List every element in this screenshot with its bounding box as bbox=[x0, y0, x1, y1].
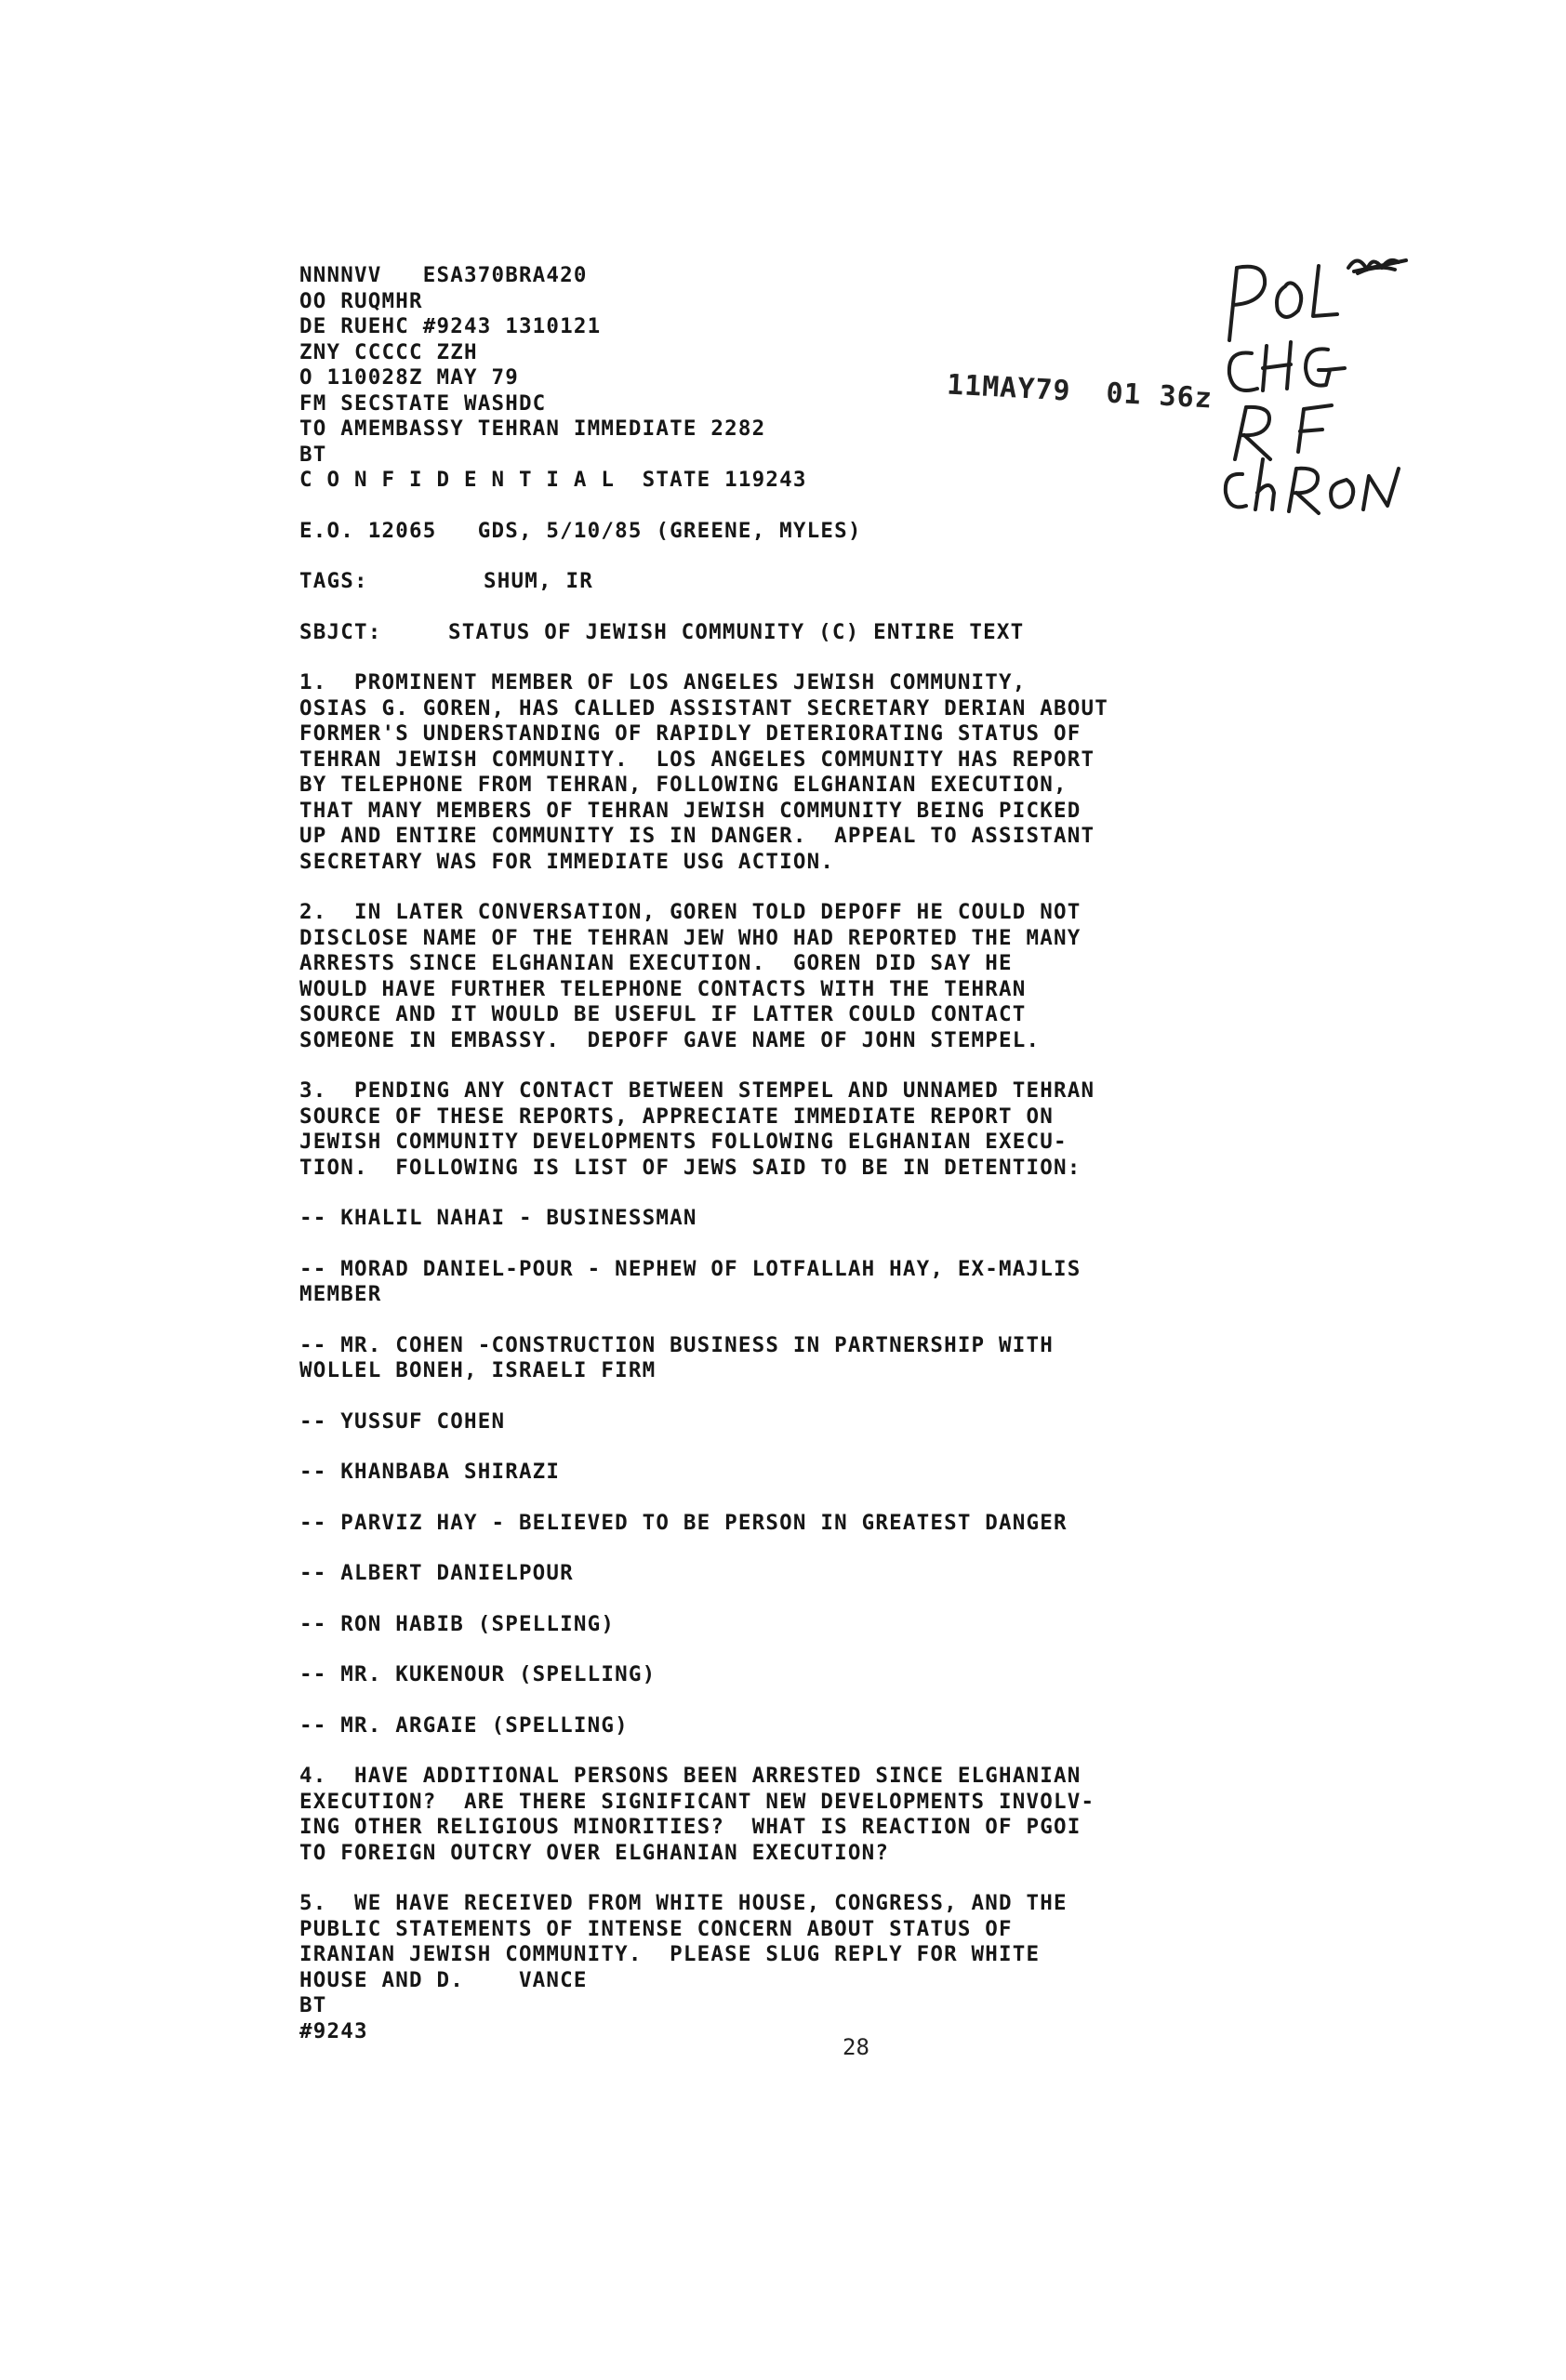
detainee-item bbox=[299, 1409, 1248, 1435]
paragraph-line: SOURCE AND IT WOULD BE USEFUL IF LATTER COULD CONTACT bbox=[299, 1002, 1027, 1026]
paragraph-line: IRANIAN JEWISH COMMUNITY. PLEASE SLUG REPLY FOR WHITE bbox=[299, 1942, 1041, 1966]
header-line: NNNNVV ESA370BRA420 bbox=[299, 263, 588, 287]
paragraph-line: 2. IN LATER CONVERSATION, GOREN TOLD DEPOFF HE COULD NOT bbox=[299, 900, 1082, 924]
detainee-line: -- YUSSUF COHEN bbox=[299, 1408, 506, 1434]
telegram-body bbox=[299, 263, 1248, 2044]
paragraph-line: BY TELEPHONE FROM TEHRAN, FOLLOWING ELGHANIAN EXECUTION, bbox=[299, 773, 1068, 797]
message-number: #9243 bbox=[299, 2018, 368, 2043]
paragraph-line: DISCLOSE NAME OF THE TEHRAN JEW WHO HAD REPORTED THE MANY bbox=[299, 925, 1082, 950]
subject-line bbox=[299, 620, 1248, 646]
subject-value: STATUS OF JEWISH COMMUNITY (C) ENTIRE TEXT bbox=[448, 619, 1025, 644]
tags-line bbox=[299, 569, 1248, 595]
page-number: 28 bbox=[843, 2034, 869, 2060]
detainee-item bbox=[299, 1511, 1248, 1537]
paragraph-line: ING OTHER RELIGIOUS MINORITIES? WHAT IS REACTION OF PGOI bbox=[299, 1815, 1082, 1839]
end-break-marker: BT bbox=[299, 1993, 327, 2017]
detainee-line: MEMBER bbox=[299, 1282, 382, 1306]
paragraph-line: FORMER'S UNDERSTANDING OF RAPIDLY DETERIORATING STATUS OF bbox=[299, 721, 1082, 746]
paragraph-line: TION. FOLLOWING IS LIST OF JEWS SAID TO BE IN DETENTION: bbox=[299, 1155, 1082, 1180]
executive-order-line: E.O. 12065 GDS, 5/10/85 (GREENE, MYLES) bbox=[299, 518, 862, 543]
detainee-line: -- KHALIL NAHAI - BUSINESSMAN bbox=[299, 1206, 697, 1230]
classification-line bbox=[299, 468, 1248, 494]
paragraph-line: 4. HAVE ADDITIONAL PERSONS BEEN ARRESTED SINCE ELGHANIAN bbox=[299, 1764, 1082, 1788]
detainee-line: -- MR. KUKENOUR (SPELLING) bbox=[299, 1662, 657, 1686]
subject-label: SBJCT: bbox=[299, 619, 382, 644]
detainee-line: -- MR. ARGAIE (SPELLING) bbox=[299, 1712, 629, 1738]
detainee-item bbox=[299, 1561, 1248, 1587]
paragraph-line: SOMEONE IN EMBASSY. DEPOFF GAVE NAME OF JOHN STEMPEL. bbox=[299, 1027, 1041, 1052]
header-line: TO AMEMBASSY TEHRAN IMMEDIATE 2282 bbox=[299, 416, 766, 441]
detainee-line: -- MORAD DANIEL-POUR - NEPHEW OF LOTFALLAH HAY, EX-MAJLIS bbox=[299, 1256, 1082, 1281]
detainee-item bbox=[299, 1206, 1248, 1232]
tags-value: SHUM, IR bbox=[484, 569, 593, 593]
paragraph-line: JEWISH COMMUNITY DEVELOPMENTS FOLLOWING ELGHANIAN EXECU- bbox=[299, 1130, 1068, 1154]
paragraph-line: UP AND ENTIRE COMMUNITY IS IN DANGER. APPEAL TO ASSISTANT bbox=[299, 824, 1095, 848]
detainee-line: -- MR. COHEN -CONSTRUCTION BUSINESS IN PARTNERSHIP WITH bbox=[299, 1332, 1055, 1357]
paragraph-line: ARRESTS SINCE ELGHANIAN EXECUTION. GOREN DID SAY HE bbox=[299, 951, 1013, 975]
paragraph-line: 1. PROMINENT MEMBER OF LOS ANGELES JEWISH COMMUNITY, bbox=[299, 670, 1027, 694]
classification: C O N F I D E N T I A L bbox=[299, 468, 616, 492]
detainee-line: -- PARVIZ HAY - BELIEVED TO BE PERSON IN GREATEST DANGER bbox=[299, 1510, 1068, 1535]
detainee-item bbox=[299, 1713, 1248, 1739]
paragraph-line: HOUSE AND D. VANCE bbox=[299, 1967, 588, 1992]
paragraph-1 bbox=[299, 670, 1248, 875]
header-line: FM SECSTATE WASHDC bbox=[299, 390, 547, 416]
paragraph-line: EXECUTION? ARE THERE SIGNIFICANT NEW DEVELOPMENTS INVOLV- bbox=[299, 1789, 1095, 1814]
received-date-stamp: 11MAY79 01 36z bbox=[946, 368, 1214, 416]
detainee-line: WOLLEL BONEH, ISRAELI FIRM bbox=[299, 1358, 657, 1382]
detainee-line: -- ALBERT DANIELPOUR bbox=[299, 1561, 574, 1585]
paragraph-line: 3. PENDING ANY CONTACT BETWEEN STEMPEL AND UNNAMED TEHRAN bbox=[299, 1078, 1095, 1103]
detainee-item bbox=[299, 1460, 1248, 1486]
paragraph-line: SOURCE OF THESE REPORTS, APPRECIATE IMMEDIATE REPORT ON bbox=[299, 1104, 1055, 1129]
paragraph-line: THAT MANY MEMBERS OF TEHRAN JEWISH COMMUNITY BEING PICKED bbox=[299, 798, 1082, 823]
paragraph-line: TEHRAN JEWISH COMMUNITY. LOS ANGELES COMMUNITY HAS REPORT bbox=[299, 747, 1095, 772]
paragraph-line: TO FOREIGN OUTCRY OVER ELGHANIAN EXECUTION? bbox=[299, 1840, 890, 1865]
paragraph-line: OSIAS G. GOREN, HAS CALLED ASSISTANT SECRETARY DERIAN ABOUT bbox=[299, 695, 1109, 721]
detainee-item bbox=[299, 1333, 1248, 1384]
header-line: BT bbox=[299, 442, 327, 467]
detainee-line: -- KHANBABA SHIRAZI bbox=[299, 1460, 561, 1484]
detainee-item bbox=[299, 1257, 1248, 1308]
paragraph-2 bbox=[299, 900, 1248, 1053]
paragraph-line: 5. WE HAVE RECEIVED FROM WHITE HOUSE, CONGRESS, AND THE bbox=[299, 1891, 1068, 1915]
paragraph-line: SECRETARY WAS FOR IMMEDIATE USG ACTION. bbox=[299, 849, 835, 874]
paragraph-line: PUBLIC STATEMENTS OF INTENSE CONCERN ABOUT STATUS OF bbox=[299, 1916, 1013, 1941]
tags-label: TAGS: bbox=[299, 569, 368, 593]
paragraph-line: WOULD HAVE FURTHER TELEPHONE CONTACTS WITH THE TEHRAN bbox=[299, 976, 1027, 1001]
header-line: OO RUQMHR bbox=[299, 288, 423, 313]
detainee-list bbox=[299, 1206, 1248, 1739]
detainee-item bbox=[299, 1612, 1248, 1638]
paragraph-4 bbox=[299, 1764, 1248, 1866]
detainee-line: -- RON HABIB (SPELLING) bbox=[299, 1611, 616, 1636]
header-line: O 110028Z MAY 79 bbox=[299, 365, 519, 390]
header-line: ZNY CCCCC ZZH bbox=[299, 339, 478, 364]
paragraph-5 bbox=[299, 1891, 1248, 2044]
detainee-item bbox=[299, 1662, 1248, 1688]
paragraph-3 bbox=[299, 1078, 1248, 1181]
header-line: DE RUEHC #9243 1310121 bbox=[299, 314, 602, 338]
state-reference: STATE 119243 bbox=[642, 468, 807, 492]
routing-header bbox=[299, 263, 1248, 468]
